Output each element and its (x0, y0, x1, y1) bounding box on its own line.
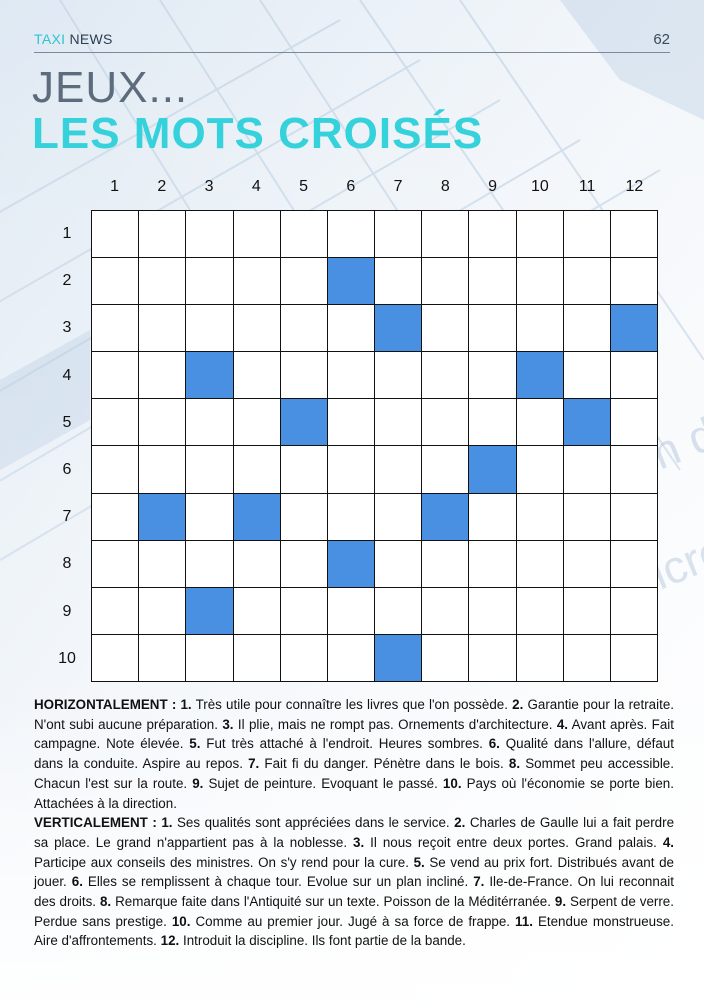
grid-cell[interactable] (564, 258, 610, 304)
grid-cell[interactable] (234, 399, 280, 445)
grid-cell[interactable] (517, 258, 563, 304)
grid-cell[interactable] (375, 446, 421, 492)
brand-logo (34, 31, 113, 47)
horizontal-clue-text: Avant après. Fait campagne. Note élevée. (34, 716, 674, 752)
grid-cell[interactable] (328, 494, 374, 540)
grid-cell[interactable] (375, 258, 421, 304)
grid-cell[interactable] (234, 541, 280, 587)
grid-black-cell (469, 446, 515, 492)
grid-cell[interactable] (186, 258, 232, 304)
grid-cell[interactable] (281, 446, 327, 492)
vertical-clue-text: Il nous reçoit entre deux portes. Grand palais. (364, 834, 657, 850)
column-number: 7 (393, 178, 403, 195)
grid-cell[interactable] (469, 258, 515, 304)
grid-cell[interactable] (281, 211, 327, 257)
grid-cell[interactable] (517, 635, 563, 681)
grid-cell[interactable] (281, 635, 327, 681)
page-title-line1: JEUX... (32, 63, 189, 112)
grid-black-cell (328, 258, 374, 304)
column-number: 2 (157, 178, 167, 195)
horizontal-clue-number: 7. (248, 756, 260, 772)
horizontal-clue-number: 6. (488, 736, 500, 752)
grid-cell[interactable] (469, 211, 515, 257)
grid-cell[interactable] (564, 446, 610, 492)
grid-cell[interactable] (611, 258, 657, 304)
horizontal-clue-number: 4. (556, 716, 569, 732)
grid-cell[interactable] (611, 446, 657, 492)
grid-cell[interactable] (517, 305, 563, 351)
grid-cell[interactable] (92, 305, 138, 351)
horizontal-heading: HORIZONTALEMENT : (34, 697, 177, 712)
grid-cell[interactable] (422, 305, 468, 351)
grid-cell[interactable] (517, 494, 563, 540)
grid-cell[interactable] (611, 494, 657, 540)
grid-cell[interactable] (564, 541, 610, 587)
vertical-clue-number: 6. (71, 874, 83, 890)
grid-cell[interactable] (611, 352, 657, 398)
grid-cell[interactable] (92, 399, 138, 445)
grid-cell[interactable] (422, 211, 468, 257)
grid-cell[interactable] (422, 399, 468, 445)
grid-cell[interactable] (328, 635, 374, 681)
grid-cell[interactable] (517, 588, 563, 634)
grid-cell[interactable] (139, 399, 185, 445)
vertical-clue-number: 12. (160, 933, 180, 949)
row-number: 7 (62, 508, 72, 526)
horizontal-clue-number: 5. (189, 736, 201, 752)
grid-cell[interactable] (139, 211, 185, 257)
grid-cell[interactable] (469, 399, 515, 445)
page-number: 62 (653, 31, 670, 48)
grid-cell[interactable] (611, 635, 657, 681)
grid-cell[interactable] (92, 635, 138, 681)
grid-cell[interactable] (517, 211, 563, 257)
grid-cell[interactable] (611, 211, 657, 257)
grid-cell[interactable] (469, 588, 515, 634)
grid-cell[interactable] (422, 258, 468, 304)
grid-cell[interactable] (375, 399, 421, 445)
horizontal-clue-number: 3. (222, 716, 234, 732)
row-numbers (52, 210, 82, 682)
grid-cell[interactable] (234, 352, 280, 398)
grid-black-cell (375, 635, 421, 681)
grid-cell[interactable] (281, 305, 327, 351)
horizontal-clue-text: Fait fi du danger. Pénètre dans le bois. (259, 756, 504, 772)
vertical-clue-text: Se vend au prix fort. Distribués avant de jouer. (34, 854, 674, 890)
vertical-clue-number: 3. (353, 834, 365, 850)
grid-cell[interactable] (611, 541, 657, 587)
grid-cell[interactable] (139, 305, 185, 351)
grid-cell[interactable] (469, 494, 515, 540)
grid-cell[interactable] (469, 305, 515, 351)
grid-cell[interactable] (139, 258, 185, 304)
grid-black-cell (186, 588, 232, 634)
grid-black-cell (186, 352, 232, 398)
grid-cell[interactable] (281, 494, 327, 540)
horizontal-clue-number: 10. (442, 775, 462, 791)
row-number: 4 (62, 366, 72, 384)
grid-cell[interactable] (469, 352, 515, 398)
vertical-clue-number: 2. (454, 815, 466, 831)
row-number: 10 (58, 649, 76, 667)
grid-cell[interactable] (139, 446, 185, 492)
grid-cell[interactable] (186, 446, 232, 492)
grid-cell[interactable] (186, 211, 232, 257)
grid-cell[interactable] (469, 635, 515, 681)
horizontal-clue-text: Garantie pour la retraite. N'ont subi aucune préparation. (34, 697, 674, 732)
grid-cell[interactable] (422, 588, 468, 634)
column-numbers (91, 178, 658, 198)
row-number: 8 (62, 555, 72, 573)
vertical-clue-number: 1. (161, 815, 173, 831)
grid-black-cell (422, 494, 468, 540)
grid-cell[interactable] (234, 305, 280, 351)
grid-cell[interactable] (234, 446, 280, 492)
grid-cell[interactable] (139, 541, 185, 587)
column-number: 5 (299, 178, 309, 195)
grid-cell[interactable] (328, 399, 374, 445)
vertical-clue-text: Serpent de verre. Perdue sans prestige. (34, 894, 674, 929)
row-number: 3 (62, 319, 72, 337)
grid-cell[interactable] (186, 635, 232, 681)
brand-part2: NEWS (69, 31, 113, 47)
grid-cell[interactable] (517, 399, 563, 445)
grid-black-cell (234, 494, 280, 540)
clues-horizontal (34, 695, 674, 813)
grid-cell[interactable] (139, 352, 185, 398)
column-number: 4 (251, 178, 261, 195)
grid-cell[interactable] (186, 305, 232, 351)
column-number: 3 (204, 178, 214, 195)
horizontal-clue-number: 2. (512, 697, 524, 712)
vertical-clue-text: Elles se remplissent à chaque tour. Evolue sur un plan incliné. (82, 874, 469, 890)
grid-cell[interactable] (186, 494, 232, 540)
column-number: 11 (578, 178, 596, 195)
vertical-clue-number: 11. (515, 913, 533, 929)
column-number: 1 (110, 178, 120, 195)
grid-cell[interactable] (234, 588, 280, 634)
row-number: 6 (62, 461, 72, 478)
grid-cell[interactable] (375, 494, 421, 540)
grid-cell[interactable] (422, 635, 468, 681)
grid-cell[interactable] (611, 399, 657, 445)
horizontal-clue-text: Il plie, mais ne rompt pas. Ornements d'architecture. (233, 716, 553, 732)
grid-cell[interactable] (234, 211, 280, 257)
horizontal-clue-number: 8. (508, 756, 521, 772)
grid-cell[interactable] (375, 588, 421, 634)
vertical-clue-number: 10. (171, 913, 191, 929)
vertical-clue-text: Participe aux conseils des ministres. On s'y rend pour la cure. (34, 854, 409, 870)
brand-part1: TAXI (34, 31, 66, 47)
grid-cell[interactable] (564, 211, 610, 257)
grid-cell[interactable] (92, 258, 138, 304)
column-number: 12 (625, 178, 644, 195)
vertical-heading: VERTICALEMENT : (34, 815, 157, 831)
grid-black-cell (139, 494, 185, 540)
grid-cell[interactable] (422, 446, 468, 492)
grid-black-cell (281, 399, 327, 445)
vertical-clue-number: 8. (99, 894, 112, 910)
grid-cell[interactable] (234, 258, 280, 304)
vertical-clue-text: Ses qualités sont appréciées dans le service. (172, 815, 450, 831)
vertical-clue-number: 9. (554, 894, 567, 910)
grid-cell[interactable] (281, 588, 327, 634)
horizontal-clue-text: Sommet peu accessible. Chacun l'est sur la route. (34, 756, 674, 791)
grid-cell[interactable] (139, 635, 185, 681)
vertical-clue-number: 5. (413, 854, 425, 870)
grid-cell[interactable] (422, 541, 468, 587)
column-number: 10 (530, 178, 549, 195)
grid-cell[interactable] (328, 446, 374, 492)
grid-cell[interactable] (328, 305, 374, 351)
grid-cell[interactable] (564, 635, 610, 681)
grid-cell[interactable] (92, 494, 138, 540)
grid-cell[interactable] (328, 211, 374, 257)
grid-cell[interactable] (186, 541, 232, 587)
vertical-clue-text: Etendue monstrueuse. Aire d'affrontements. (34, 913, 674, 949)
grid-cell[interactable] (375, 541, 421, 587)
grid-cell[interactable] (517, 541, 563, 587)
grid-cell[interactable] (281, 541, 327, 587)
grid-cell[interactable] (375, 352, 421, 398)
clues-vertical (34, 813, 674, 951)
grid-cell[interactable] (517, 446, 563, 492)
grid-cell[interactable] (564, 305, 610, 351)
vertical-clue-text: Introduit la discipline. Ils font partie de la bande. (179, 933, 466, 949)
row-number: 1 (62, 225, 72, 242)
grid-cell[interactable] (92, 352, 138, 398)
crossword-grid (91, 210, 658, 682)
horizontal-clue-text: Pays où l'économie se porte bien. Attachées à la direction. (34, 775, 674, 811)
vertical-clue-text: Remarque faite dans l'Antiquité sur un texte. Poisson de la Méditérranée. (111, 894, 551, 910)
grid-cell[interactable] (469, 541, 515, 587)
clues-section (34, 695, 674, 951)
vertical-clue-number: 7. (473, 874, 485, 890)
grid-cell[interactable] (92, 588, 138, 634)
grid-cell[interactable] (186, 399, 232, 445)
grid-cell[interactable] (328, 352, 374, 398)
grid-black-cell (375, 305, 421, 351)
vertical-clue-text: Comme au premier jour. Jugé à sa force de frappe. (190, 913, 511, 929)
grid-cell[interactable] (92, 446, 138, 492)
horizontal-clue-text: Qualité dans l'allure, défaut dans la conduite. Aspire au repos. (34, 736, 674, 772)
grid-cell[interactable] (375, 211, 421, 257)
column-number: 8 (440, 178, 450, 195)
row-number: 9 (62, 602, 72, 620)
page-header (34, 30, 670, 53)
vertical-clue-number: 4. (662, 834, 674, 850)
page-title-line2: LES MOTS CROISÉS (32, 109, 484, 158)
grid-cell[interactable] (611, 588, 657, 634)
grid-black-cell (328, 541, 374, 587)
horizontal-clue-number: 9. (192, 775, 204, 791)
grid-black-cell (564, 399, 610, 445)
grid-cell[interactable] (281, 258, 327, 304)
grid-cell[interactable] (564, 588, 610, 634)
grid-cell[interactable] (92, 211, 138, 257)
horizontal-clue-text: Fut très attaché à l'endroit. Heures sombres. (200, 736, 483, 752)
row-number: 5 (62, 413, 72, 431)
grid-cell[interactable] (92, 541, 138, 587)
column-number: 9 (488, 178, 498, 195)
grid-cell[interactable] (328, 588, 374, 634)
horizontal-clue-number: 1. (180, 697, 192, 712)
grid-cell[interactable] (281, 352, 327, 398)
grid-cell[interactable] (422, 352, 468, 398)
vertical-clue-text: Charles de Gaulle lui a fait perdre sa place. Le grand n'appartient pas à la noblesse. (34, 815, 675, 850)
grid-cell[interactable] (139, 588, 185, 634)
grid-cell[interactable] (564, 494, 610, 540)
grid-black-cell (611, 305, 657, 351)
horizontal-clue-text: Sujet de peinture. Evoquant le passé. (203, 775, 438, 791)
grid-cell[interactable] (564, 352, 610, 398)
row-number: 2 (62, 272, 72, 290)
grid-black-cell (517, 352, 563, 398)
horizontal-clue-text: Très utile pour connaître les livres que l'on possède. (191, 697, 508, 712)
column-number: 6 (346, 178, 356, 195)
grid-cell[interactable] (234, 635, 280, 681)
vertical-clue-text: Ile-de-France. On lui reconnait des droits. (34, 874, 674, 910)
